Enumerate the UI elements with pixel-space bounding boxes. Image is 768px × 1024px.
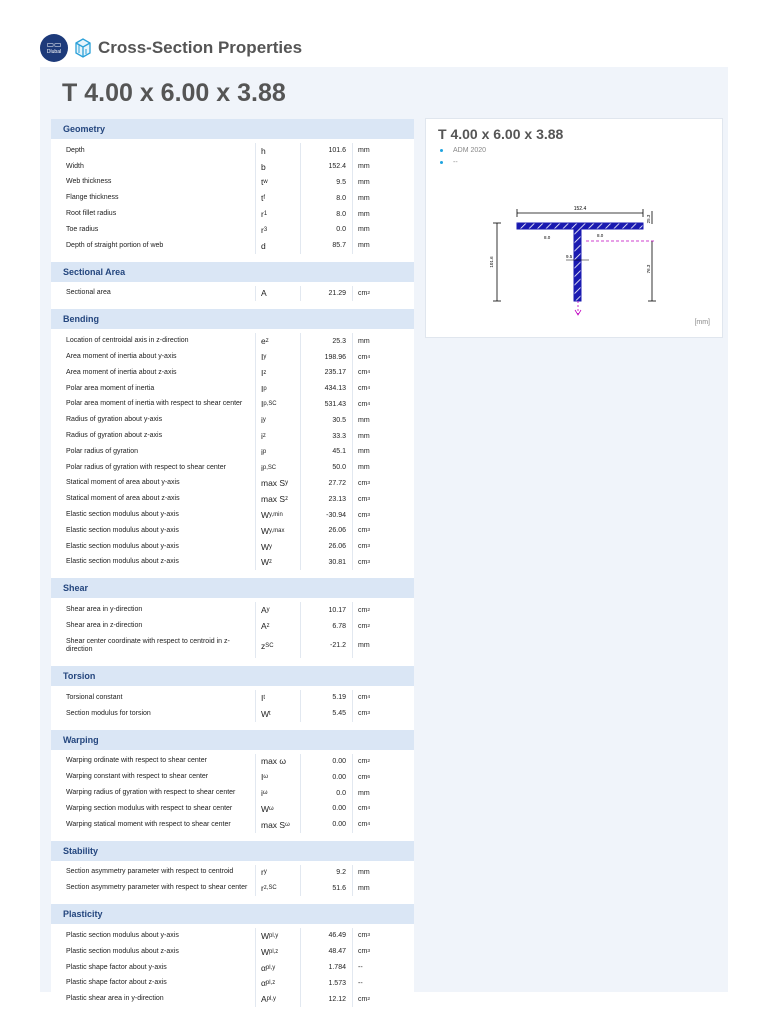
- property-symbol: max S ω: [255, 817, 300, 833]
- section-header: Shear: [51, 578, 414, 598]
- property-value: 0.00: [300, 817, 352, 833]
- property-description: Width: [66, 162, 84, 170]
- table-row: [51, 491, 414, 507]
- property-description: Location of centroidal axis in z-direction: [66, 337, 189, 345]
- section-name-title: T 4.00 x 6.00 x 3.88: [62, 79, 286, 107]
- property-symbol: W t: [255, 706, 300, 722]
- property-symbol: i ω: [255, 785, 300, 801]
- height-dimension-label: 101.6: [489, 256, 494, 268]
- tf-dimension-label: 8.0: [544, 235, 551, 240]
- property-unit: cm 2: [352, 286, 394, 302]
- property-unit: cm 3: [352, 944, 394, 960]
- property-unit: cm 3: [352, 555, 394, 571]
- table-row: [51, 412, 414, 428]
- property-value: 50.0: [300, 460, 352, 476]
- property-value: 9.5: [300, 175, 352, 191]
- table-row: [51, 817, 414, 833]
- property-value: 1.784: [300, 960, 352, 976]
- table-row: [51, 944, 414, 960]
- property-unit: cm 3: [352, 539, 394, 555]
- property-value: 5.19: [300, 690, 352, 706]
- table-row: [51, 801, 414, 817]
- section-header: Plasticity: [51, 904, 414, 924]
- property-value: 9.2: [300, 865, 352, 881]
- property-description: Shear area in z-direction: [66, 622, 143, 630]
- property-value: 235.17: [300, 365, 352, 381]
- property-value: 1.573: [300, 975, 352, 991]
- property-value: 8.0: [300, 206, 352, 222]
- table-row: [51, 476, 414, 492]
- property-value: 6.78: [300, 618, 352, 634]
- property-unit: mm: [352, 428, 394, 444]
- property-description: Radius of gyration about z-axis: [66, 432, 163, 440]
- property-value: 46.49: [300, 928, 352, 944]
- table-row: [51, 460, 414, 476]
- property-value: 0.0: [300, 222, 352, 238]
- property-symbol: α pl,y: [255, 960, 300, 976]
- property-description: Warping radius of gyration with respect to shear center: [66, 789, 236, 796]
- table-row: [51, 143, 414, 159]
- property-unit: cm 6: [352, 769, 394, 785]
- cube-icon: [74, 38, 92, 58]
- property-symbol: α pl,z: [255, 975, 300, 991]
- property-unit: cm 2: [352, 754, 394, 770]
- property-value: -21.2: [300, 634, 352, 658]
- property-unit: cm 3: [352, 491, 394, 507]
- property-unit: cm 3: [352, 507, 394, 523]
- property-symbol: r 3: [255, 222, 300, 238]
- property-symbol: A z: [255, 618, 300, 634]
- table-row: [51, 960, 414, 976]
- property-value: 45.1: [300, 444, 352, 460]
- table-row: [51, 397, 414, 413]
- section-rows: [51, 750, 414, 841]
- property-value: 21.29: [300, 286, 352, 302]
- table-row: [51, 349, 414, 365]
- property-description: Plastic section modulus about y-axis: [66, 931, 179, 939]
- table-row: [51, 975, 414, 991]
- lower-dimension-label: 76.3: [646, 264, 651, 274]
- table-row: [51, 523, 414, 539]
- t-section-drawing: [426, 119, 722, 337]
- property-symbol: W y,min: [255, 507, 300, 523]
- property-value: 8.0: [300, 190, 352, 206]
- property-description: Plastic shape factor about y-axis: [66, 963, 167, 971]
- property-symbol: t f: [255, 190, 300, 206]
- cross-section-graphic-panel: [425, 118, 723, 338]
- table-row: [51, 785, 414, 801]
- property-description: Elastic section modulus about y-axis: [66, 511, 179, 519]
- property-description: Warping section modulus with respect to shear center: [66, 804, 233, 812]
- property-value: 101.6: [300, 143, 352, 159]
- property-description: Elastic section modulus about z-axis: [66, 558, 179, 566]
- property-symbol: I p: [255, 381, 300, 397]
- property-description: Area moment of inertia about y-axis: [66, 353, 177, 361]
- property-description: Polar area moment of inertia with respect to shear center: [66, 400, 243, 408]
- property-value: 434.13: [300, 381, 352, 397]
- property-symbol: W pl,z: [255, 944, 300, 960]
- property-value: 26.06: [300, 539, 352, 555]
- property-value: 30.5: [300, 412, 352, 428]
- logo-text: Dlubal: [46, 49, 62, 55]
- section-rows: [51, 282, 414, 310]
- table-row: [51, 428, 414, 444]
- app-header: [40, 32, 302, 64]
- table-row: [51, 754, 414, 770]
- table-row: [51, 769, 414, 785]
- property-symbol: r z,SC: [255, 880, 300, 896]
- property-value: 0.00: [300, 769, 352, 785]
- table-row: [51, 555, 414, 571]
- property-symbol: W y,max: [255, 523, 300, 539]
- property-description: Flange thickness: [66, 194, 119, 202]
- property-description: Web thickness: [66, 178, 112, 186]
- property-value: 51.6: [300, 880, 352, 896]
- property-symbol: t w: [255, 175, 300, 191]
- property-symbol: d: [255, 238, 300, 254]
- property-value: 0.00: [300, 754, 352, 770]
- property-unit: mm: [352, 159, 394, 175]
- table-row: [51, 602, 414, 618]
- section-header: Warping: [51, 730, 414, 750]
- graphic-list-item: ADM 2020: [440, 147, 486, 154]
- property-description: Statical moment of area about y-axis: [66, 479, 180, 487]
- logo-mark-icon: ▭▭: [46, 40, 62, 49]
- property-symbol: I t: [255, 690, 300, 706]
- table-row: [51, 634, 414, 658]
- app-title: Cross-Section Properties: [98, 38, 303, 57]
- property-description: Area moment of inertia about z-axis: [66, 368, 177, 376]
- property-value: 85.7: [300, 238, 352, 254]
- property-value: 198.96: [300, 349, 352, 365]
- property-unit: cm 3: [352, 706, 394, 722]
- property-unit: cm 4: [352, 690, 394, 706]
- property-unit: cm 2: [352, 991, 394, 1007]
- property-description: Section asymmetry parameter with respect to shear center: [66, 884, 248, 892]
- property-value: 25.3: [300, 333, 352, 349]
- property-unit: mm: [352, 333, 394, 349]
- graphic-list-item: --: [440, 159, 458, 166]
- graphic-title: T 4.00 x 6.00 x 3.88: [438, 126, 564, 142]
- property-unit: mm: [352, 222, 394, 238]
- property-symbol: A pl,y: [255, 991, 300, 1007]
- property-symbol: r y: [255, 865, 300, 881]
- t-section-shape: [517, 223, 643, 301]
- property-description: Shear area in y-direction: [66, 606, 143, 614]
- property-unit: cm 4: [352, 349, 394, 365]
- property-symbol: I z: [255, 365, 300, 381]
- property-description: Plastic section modulus about z-axis: [66, 947, 179, 955]
- property-description: Toe radius: [66, 225, 99, 233]
- property-unit: cm 4: [352, 817, 394, 833]
- property-description: Sectional area: [66, 289, 111, 297]
- section-header: Stability: [51, 841, 414, 861]
- r-dimension-label: 8.0: [597, 233, 604, 238]
- property-description: Polar radius of gyration: [66, 447, 138, 455]
- property-value: 5.45: [300, 706, 352, 722]
- section-rows: [51, 139, 414, 262]
- property-value: 30.81: [300, 555, 352, 571]
- property-unit: mm: [352, 238, 394, 254]
- property-unit: mm: [352, 444, 394, 460]
- property-unit: mm: [352, 175, 394, 191]
- property-value: 152.4: [300, 159, 352, 175]
- property-symbol: W z: [255, 555, 300, 571]
- table-row: [51, 690, 414, 706]
- property-description: Torsional constant: [66, 693, 123, 701]
- property-unit: cm 4: [352, 365, 394, 381]
- properties-table: [51, 119, 414, 1015]
- property-value: 12.12: [300, 991, 352, 1007]
- property-symbol: z SC: [255, 634, 300, 658]
- property-symbol: b: [255, 159, 300, 175]
- section-rows: [51, 924, 414, 1015]
- property-symbol: i p: [255, 444, 300, 460]
- table-row: [51, 928, 414, 944]
- property-symbol: A y: [255, 602, 300, 618]
- property-unit: cm 2: [352, 602, 394, 618]
- table-row: [51, 238, 414, 254]
- property-symbol: A: [255, 286, 300, 302]
- table-row: [51, 190, 414, 206]
- property-unit: cm 3: [352, 476, 394, 492]
- table-row: [51, 222, 414, 238]
- section-rows: [51, 686, 414, 730]
- property-unit: --: [352, 960, 394, 976]
- property-description: Depth of straight portion of web: [66, 241, 164, 249]
- property-value: 10.17: [300, 602, 352, 618]
- property-unit: mm: [352, 460, 394, 476]
- table-row: [51, 507, 414, 523]
- property-description: Section modulus for torsion: [66, 709, 151, 717]
- property-description: Plastic shape factor about z-axis: [66, 979, 167, 987]
- property-value: 0.0: [300, 785, 352, 801]
- property-value: 531.43: [300, 397, 352, 413]
- property-symbol: I y: [255, 349, 300, 365]
- property-description: Shear center coordinate with respect to centroid in z-direction: [66, 637, 230, 653]
- property-symbol: max S z: [255, 491, 300, 507]
- property-symbol: i p,SC: [255, 460, 300, 476]
- property-value: 26.06: [300, 523, 352, 539]
- property-description: Elastic section modulus about y-axis: [66, 526, 179, 534]
- property-description: Warping ordinate with respect to shear center: [66, 757, 207, 765]
- table-row: [51, 286, 414, 302]
- property-unit: cm 3: [352, 928, 394, 944]
- section-rows: [51, 598, 414, 666]
- property-symbol: r 1: [255, 206, 300, 222]
- section-rows: [51, 861, 414, 905]
- table-row: [51, 159, 414, 175]
- section-header: Geometry: [51, 119, 414, 139]
- property-description: Elastic section modulus about y-axis: [66, 542, 179, 550]
- property-description: Polar area moment of inertia: [66, 384, 155, 392]
- table-row: [51, 880, 414, 896]
- property-symbol: I p,SC: [255, 397, 300, 413]
- property-description: Statical moment of area about z-axis: [66, 495, 180, 503]
- graphic-unit: [mm]: [694, 319, 710, 326]
- property-value: 27.72: [300, 476, 352, 492]
- property-unit: cm 3: [352, 523, 394, 539]
- property-description: Depth: [66, 146, 85, 154]
- property-symbol: W y: [255, 539, 300, 555]
- table-row: [51, 206, 414, 222]
- section-rows: [51, 329, 414, 578]
- property-symbol: i y: [255, 412, 300, 428]
- property-unit: mm: [352, 634, 394, 658]
- property-symbol: h: [255, 143, 300, 159]
- property-unit: mm: [352, 143, 394, 159]
- property-description: Warping statical moment with respect to shear center: [66, 820, 231, 828]
- property-symbol: max S y: [255, 476, 300, 492]
- table-row: [51, 175, 414, 191]
- table-row: [51, 333, 414, 349]
- dlubal-logo: [40, 34, 68, 62]
- property-unit: cm 4: [352, 381, 394, 397]
- property-value: 23.13: [300, 491, 352, 507]
- property-value: 33.3: [300, 428, 352, 444]
- property-unit: mm: [352, 206, 394, 222]
- table-row: [51, 381, 414, 397]
- property-description: Section asymmetry parameter with respect to centroid: [66, 868, 234, 876]
- property-unit: cm 4: [352, 801, 394, 817]
- property-unit: mm: [352, 412, 394, 428]
- property-symbol: W pl,y: [255, 928, 300, 944]
- property-value: 48.47: [300, 944, 352, 960]
- property-description: Root fillet radius: [66, 210, 117, 218]
- property-unit: cm 4: [352, 397, 394, 413]
- property-symbol: I ω: [255, 769, 300, 785]
- property-description: Polar radius of gyration with respect to shear center: [66, 463, 226, 471]
- table-row: [51, 618, 414, 634]
- table-row: [51, 706, 414, 722]
- property-unit: cm 2: [352, 618, 394, 634]
- table-row: [51, 444, 414, 460]
- property-value: 0.00: [300, 801, 352, 817]
- property-description: Radius of gyration about y-axis: [66, 416, 163, 424]
- width-dimension-label: 152.4: [573, 206, 587, 212]
- property-symbol: W ω: [255, 801, 300, 817]
- property-symbol: e z: [255, 333, 300, 349]
- table-row: [51, 365, 414, 381]
- property-unit: mm: [352, 190, 394, 206]
- property-value: -30.94: [300, 507, 352, 523]
- section-header: Sectional Area: [51, 262, 414, 282]
- property-description: Plastic shear area in y-direction: [66, 995, 164, 1003]
- table-row: [51, 991, 414, 1007]
- table-row: [51, 539, 414, 555]
- property-unit: --: [352, 975, 394, 991]
- section-header: Torsion: [51, 666, 414, 686]
- report-page: [40, 67, 728, 1005]
- property-unit: mm: [352, 880, 394, 896]
- property-unit: mm: [352, 785, 394, 801]
- property-symbol: max ω: [255, 754, 300, 770]
- property-unit: mm: [352, 865, 394, 881]
- property-description: Warping constant with respect to shear center: [66, 773, 209, 781]
- web-dimension-label: 9.5: [566, 254, 573, 259]
- property-symbol: i z: [255, 428, 300, 444]
- flange-dimension-label: 25.3: [646, 214, 651, 224]
- table-row: [51, 865, 414, 881]
- section-header: Bending: [51, 309, 414, 329]
